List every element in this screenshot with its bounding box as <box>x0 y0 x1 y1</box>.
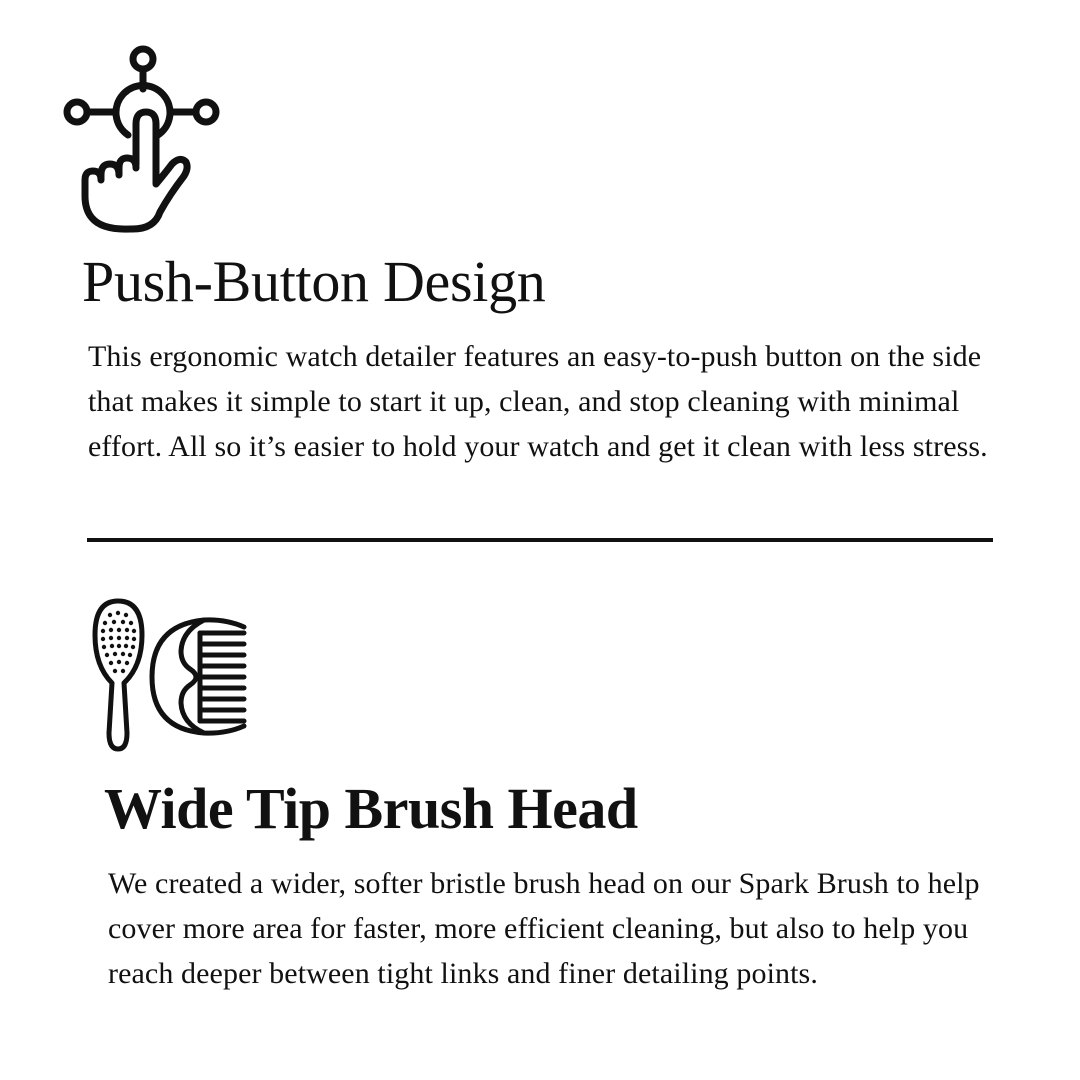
push-button-hand-icon <box>58 40 228 236</box>
section-title: Push-Button Design <box>82 249 546 314</box>
brush-and-comb-icon <box>86 593 256 759</box>
section-title: Wide Tip Brush Head <box>104 776 638 841</box>
section-description: We created a wider, softer bristle brush head on our Spark Brush to help cover more area for faster, more efficient cleaning, but also to help you reach deeper between tight links and finer detailing points. <box>108 867 980 990</box>
section-divider <box>87 538 993 542</box>
section-description: This ergonomic watch detailer features an easy-to-push button on the side that makes it simple to start it up, clean, and stop cleaning with minimal effort. All so it’s easier to hold your watch and get it clean with less stress. <box>88 340 988 463</box>
